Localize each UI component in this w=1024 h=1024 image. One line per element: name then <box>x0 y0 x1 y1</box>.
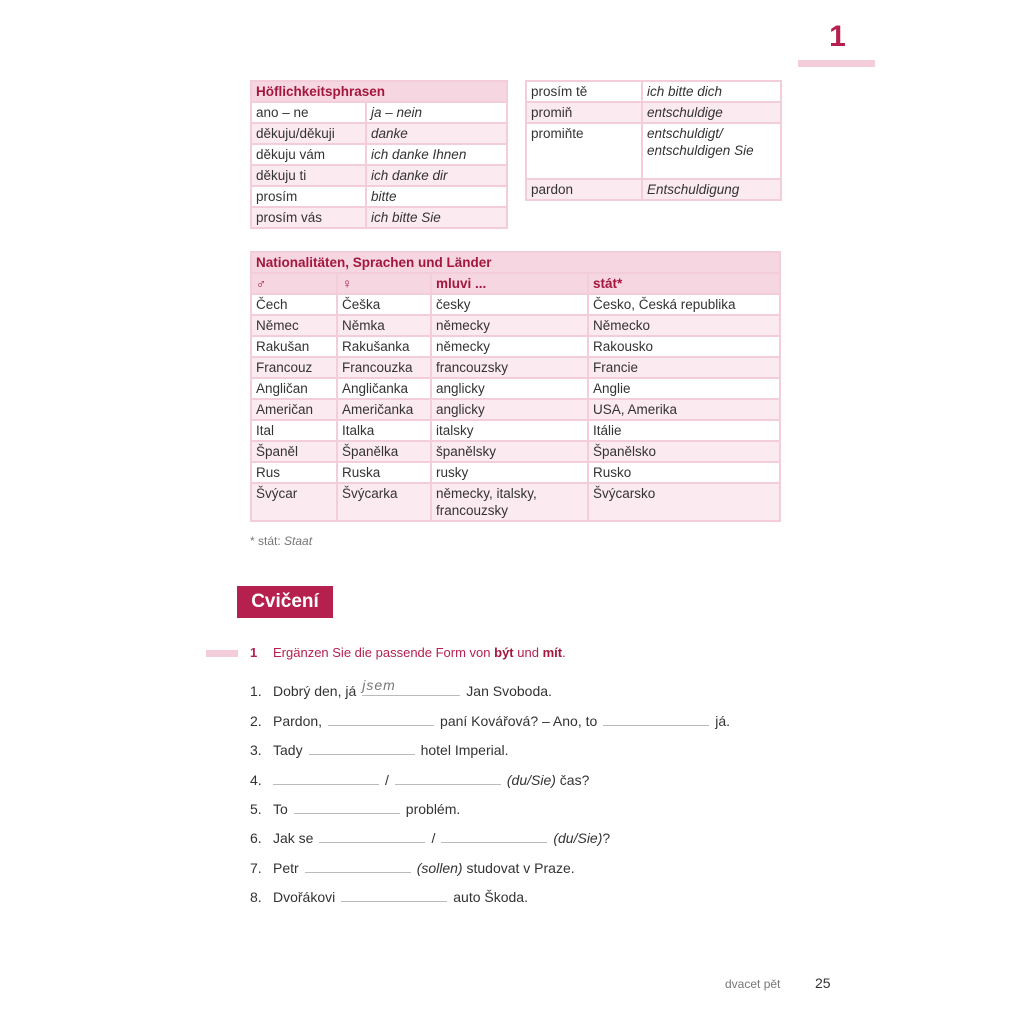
female-cell: Američanka <box>337 399 431 420</box>
german-cell: ich bitte Sie <box>366 207 507 228</box>
hint-text: (sollen) <box>416 860 463 876</box>
male-cell: Čech <box>251 294 337 315</box>
table-row <box>251 294 780 315</box>
table-row <box>526 102 781 123</box>
table-row <box>251 207 507 228</box>
answer-blank[interactable] <box>273 770 379 785</box>
table-row <box>526 81 781 102</box>
page-number-words: dvacet pět <box>725 977 781 991</box>
country-cell: Německo <box>588 315 780 336</box>
nationalities-title: Nationalitäten, Sprachen und Länder <box>251 252 780 273</box>
chapter-number: 1 <box>829 20 846 53</box>
exercise-instruction: Ergänzen Sie die passende Form von být und mít. <box>273 645 566 660</box>
table-row <box>251 420 780 441</box>
female-cell: Francouzka <box>337 357 431 378</box>
german-cell: bitte <box>366 186 507 207</box>
female-cell: Italka <box>337 420 431 441</box>
language-cell: rusky <box>431 462 588 483</box>
exercise-item-2: 2. Pardon, paní Kovářová? – Ano, to já. <box>250 713 731 729</box>
language-cell: italsky <box>431 420 588 441</box>
male-cell: Angličan <box>251 378 337 399</box>
language-cell: francouzsky <box>431 357 588 378</box>
female-cell: Ruska <box>337 462 431 483</box>
answer-blank[interactable] <box>294 799 400 814</box>
apologies-table <box>525 80 782 201</box>
table-row <box>251 165 507 186</box>
exercise-item-3: 3. Tady hotel Imperial. <box>250 742 509 758</box>
czech-cell: promiňte <box>526 123 642 179</box>
answer-blank[interactable] <box>341 887 447 902</box>
table-row <box>251 378 780 399</box>
page-number: 25 <box>815 975 831 991</box>
answer-blank[interactable] <box>603 711 709 726</box>
country-cell: USA, Amerika <box>588 399 780 420</box>
male-cell: Američan <box>251 399 337 420</box>
table-row <box>251 123 507 144</box>
female-cell: Španělka <box>337 441 431 462</box>
german-cell: entschuldigt/ entschuldigen Sie <box>642 123 781 179</box>
table-row <box>526 123 781 179</box>
table-row <box>251 399 780 420</box>
keyword-byt: být <box>494 645 514 660</box>
female-cell: Švýcarka <box>337 483 431 521</box>
footnote-value: Staat <box>284 534 313 548</box>
politeness-title: Höflichkeitsphrasen <box>251 81 507 102</box>
hint-text: (du/Sie) <box>553 830 603 846</box>
german-cell: ich danke Ihnen <box>366 144 507 165</box>
male-cell: Francouz <box>251 357 337 378</box>
language-cell: německy <box>431 315 588 336</box>
country-cell: Itálie <box>588 420 780 441</box>
male-cell: Rakušan <box>251 336 337 357</box>
answer-blank[interactable] <box>395 770 501 785</box>
country-cell: Francie <box>588 357 780 378</box>
language-cell: německy, italsky, francouzsky <box>431 483 588 521</box>
table-row <box>251 102 507 123</box>
footnote <box>250 534 312 548</box>
politeness-table <box>250 80 508 229</box>
table-row <box>251 186 507 207</box>
country-column-header: stát* <box>588 273 780 294</box>
language-cell: anglicky <box>431 399 588 420</box>
czech-cell: prosím tě <box>526 81 642 102</box>
answer-blank[interactable] <box>309 740 415 755</box>
keyword-mit: mít <box>542 645 563 660</box>
footnote-label: * stát: <box>250 534 285 548</box>
exercise-item-5: 5. To problém. <box>250 801 461 817</box>
male-symbol-icon: ♂ <box>251 273 337 294</box>
czech-cell: děkuju ti <box>251 165 366 186</box>
example-answer: jsem <box>362 677 396 693</box>
male-cell: Španěl <box>251 441 337 462</box>
answer-blank[interactable] <box>328 711 434 726</box>
language-column-header: mluvi ... <box>431 273 588 294</box>
table-row <box>251 144 507 165</box>
czech-cell: prosím vás <box>251 207 366 228</box>
exercise-item-6: 6. Jak se / (du/Sie)? <box>250 830 611 846</box>
exercise-number: 1 <box>250 645 258 660</box>
female-cell: Češka <box>337 294 431 315</box>
nationalities-table <box>250 251 781 522</box>
german-cell: danke <box>366 123 507 144</box>
hint-text: (du/Sie) <box>506 772 556 788</box>
answer-blank[interactable] <box>319 828 425 843</box>
czech-cell: ano – ne <box>251 102 366 123</box>
country-cell: Rusko <box>588 462 780 483</box>
table-row <box>251 462 780 483</box>
answer-blank[interactable] <box>305 858 411 873</box>
country-cell: Rakousko <box>588 336 780 357</box>
czech-cell: promiň <box>526 102 642 123</box>
exercise-item-8: 8. Dvořákovi auto Škoda. <box>250 889 528 905</box>
country-cell: Anglie <box>588 378 780 399</box>
male-cell: Ital <box>251 420 337 441</box>
female-cell: Rakušanka <box>337 336 431 357</box>
table-row <box>526 179 781 200</box>
male-cell: Rus <box>251 462 337 483</box>
exercise-item-1: 1. Dobrý den, já jsem Jan Svoboda. <box>250 677 552 699</box>
czech-cell: děkuju/děkuji <box>251 123 366 144</box>
language-cell: česky <box>431 294 588 315</box>
male-cell: Švýcar <box>251 483 337 521</box>
language-cell: německy <box>431 336 588 357</box>
exercise-item-4: 4. / (du/Sie) čas? <box>250 772 590 788</box>
female-cell: Němka <box>337 315 431 336</box>
female-symbol-icon: ♀ <box>337 273 431 294</box>
country-cell: Česko, Česká republika <box>588 294 780 315</box>
german-cell: ich danke dir <box>366 165 507 186</box>
exercise-marker-bar <box>206 650 238 657</box>
exercise-item-7: 7. Petr (sollen) studovat v Praze. <box>250 860 575 876</box>
table-row <box>251 315 780 336</box>
country-cell: Španělsko <box>588 441 780 462</box>
language-cell: španělsky <box>431 441 588 462</box>
table-row <box>251 483 780 521</box>
german-cell: ja – nein <box>366 102 507 123</box>
male-cell: Němec <box>251 315 337 336</box>
country-cell: Švýcarsko <box>588 483 780 521</box>
table-row <box>251 336 780 357</box>
german-cell: Entschuldigung <box>642 179 781 200</box>
german-cell: entschuldige <box>642 102 781 123</box>
answer-blank[interactable] <box>441 828 547 843</box>
language-cell: anglicky <box>431 378 588 399</box>
czech-cell: prosím <box>251 186 366 207</box>
table-row <box>251 441 780 462</box>
section-title: Cvičení <box>237 586 333 618</box>
czech-cell: pardon <box>526 179 642 200</box>
table-row <box>251 357 780 378</box>
female-cell: Angličanka <box>337 378 431 399</box>
german-cell: ich bitte dich <box>642 81 781 102</box>
answer-blank[interactable] <box>362 677 460 696</box>
chapter-marker-bar <box>798 60 875 67</box>
czech-cell: děkuju vám <box>251 144 366 165</box>
